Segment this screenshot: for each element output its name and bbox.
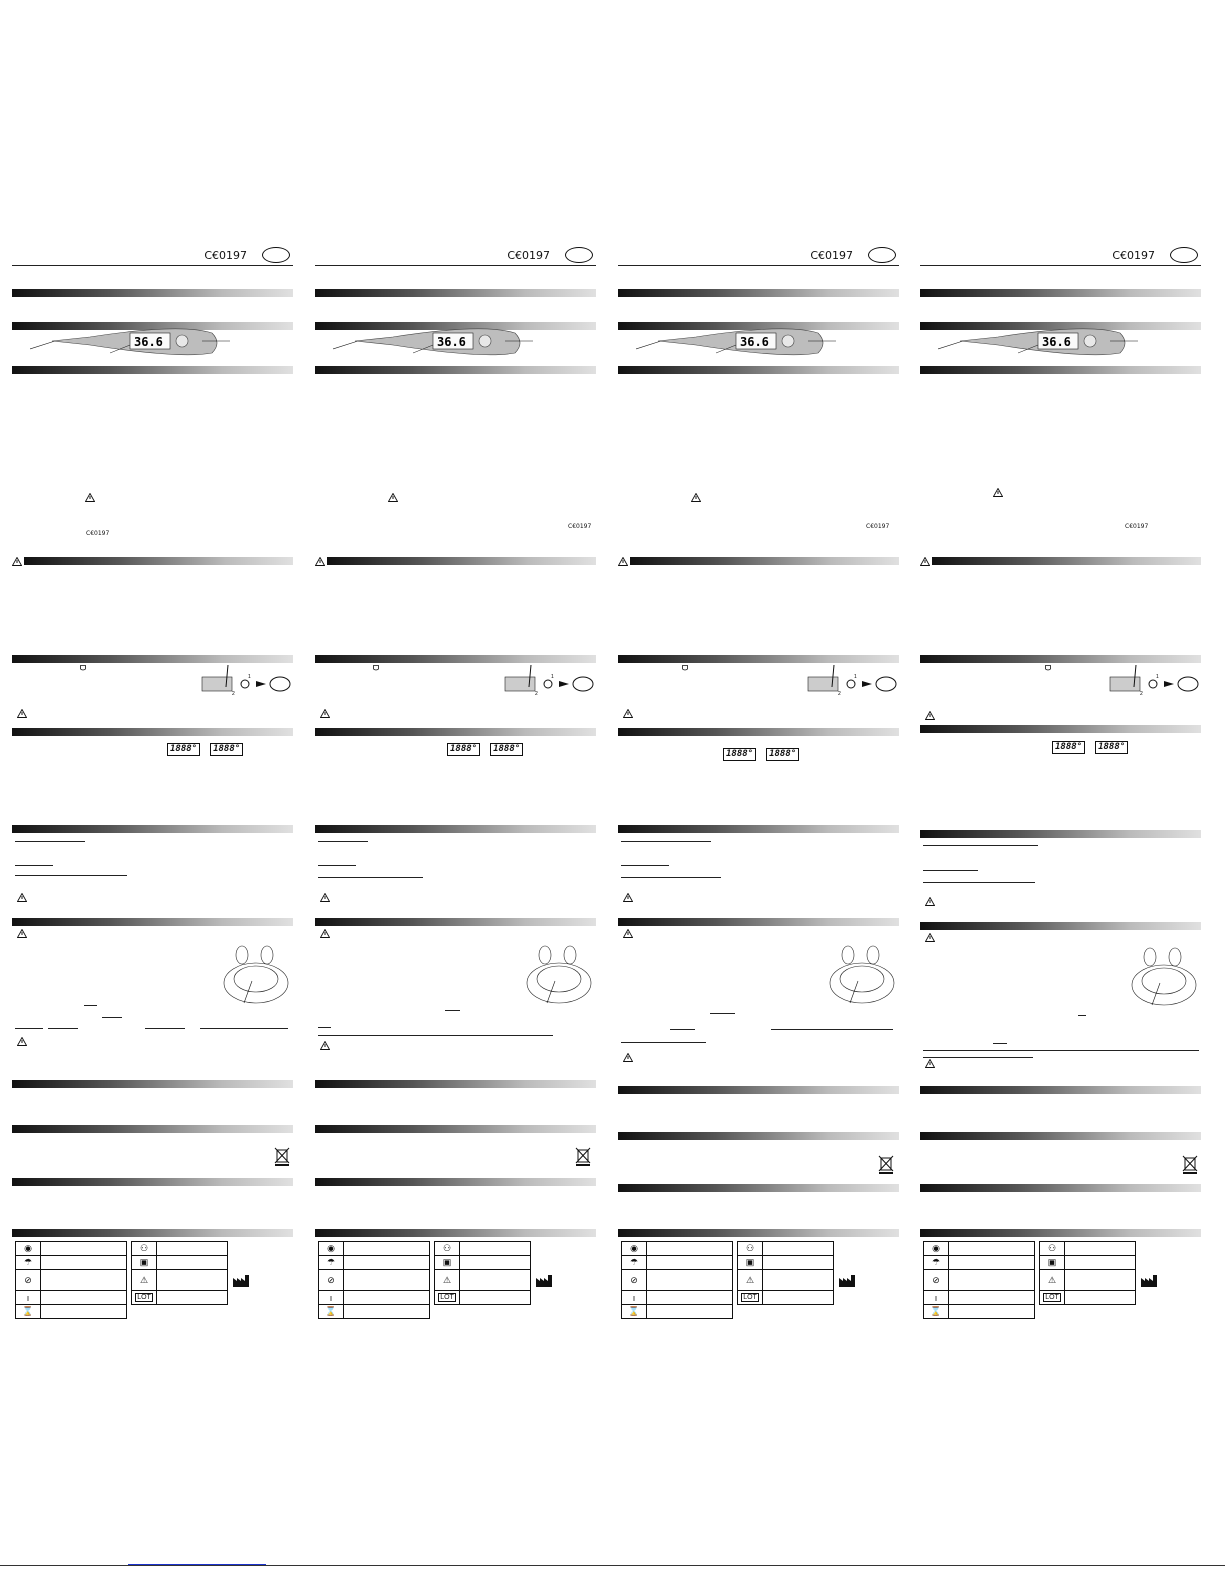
symbol-table-right: [737, 1241, 834, 1305]
section-bar: [315, 366, 596, 374]
underline: [993, 1043, 1007, 1044]
symbol-table-right: [1039, 1241, 1136, 1305]
applied-part-icon: ⚇: [1040, 1242, 1065, 1256]
type-bf-icon: ◉: [319, 1242, 344, 1256]
underline: [771, 1029, 893, 1030]
factory-icon: ▣: [132, 1256, 157, 1270]
section-bar: [920, 366, 1201, 374]
symbol-table-left: [318, 1241, 430, 1319]
section-bar: [12, 1080, 293, 1088]
section-bar: [932, 557, 1201, 565]
crossed-out-bin-icon: [1182, 1155, 1198, 1175]
section-bar: [618, 655, 899, 663]
manual-column-2: [315, 245, 596, 1345]
section-bar: [630, 557, 899, 565]
keep-dry-icon: ☂: [16, 1256, 41, 1270]
thermometer-reading: 36.6: [134, 335, 163, 349]
symbol-table-left: [15, 1241, 127, 1319]
small-ce-mark: C€0197: [1125, 523, 1149, 530]
warning-triangle-icon: [388, 493, 398, 502]
language-oval: [868, 247, 896, 263]
lcd-example: 1888°: [167, 743, 200, 756]
warning-triangle-icon: [623, 709, 633, 718]
section-bar: [315, 1125, 596, 1133]
crossed-out-bin-icon: [575, 1147, 591, 1167]
warning-triangle-icon: [320, 893, 330, 902]
section-bar: [12, 1178, 293, 1186]
lcd-example: 1888°: [447, 743, 480, 756]
section-bar: [618, 1184, 899, 1192]
underline: [923, 870, 978, 871]
display-examples: [167, 743, 243, 756]
section-bar: [920, 289, 1201, 297]
lot-icon: LOT: [132, 1291, 157, 1305]
warning-triangle-icon: [320, 929, 330, 938]
section-bar: [327, 557, 596, 565]
hourglass-icon: ⌛: [622, 1305, 647, 1319]
recycle-icon: ⊘: [319, 1270, 344, 1291]
svg-text:2: 2: [535, 691, 538, 695]
lcd-example: 1888°: [490, 743, 523, 756]
battery-cap-icon: [80, 665, 86, 671]
warning-triangle-icon: [12, 557, 22, 566]
underline: [145, 1028, 185, 1029]
section-bar: [12, 655, 293, 663]
small-ce-mark: C€0197: [568, 523, 592, 530]
thermometer-reading: 36.6: [437, 335, 466, 349]
section-bar: [618, 825, 899, 833]
crossed-out-bin-icon: [878, 1155, 894, 1175]
underline: [621, 841, 711, 842]
applied-part-icon: ⚇: [132, 1242, 157, 1256]
underline: [102, 1017, 122, 1018]
section-bar: [920, 922, 1201, 930]
lot-icon: LOT: [435, 1291, 460, 1305]
keep-dry-icon: ☂: [622, 1256, 647, 1270]
section-bar: [920, 1086, 1201, 1094]
underline: [621, 865, 669, 866]
underline: [48, 1028, 78, 1029]
small-ce-mark: C€0197: [866, 523, 890, 530]
underline: [923, 1050, 1199, 1051]
underline: [84, 1005, 97, 1006]
factory-icon: ▣: [435, 1256, 460, 1270]
applied-part-icon: ⚇: [435, 1242, 460, 1256]
battery-cap-icon: [1045, 665, 1051, 671]
underline: [318, 1027, 331, 1028]
oral-measurement-diagram: [525, 943, 593, 1005]
warning-triangle-icon: [618, 557, 628, 566]
small-ce-mark: C€0197: [86, 530, 110, 537]
warning-triangle-icon: [925, 711, 935, 720]
underline: [923, 1057, 1033, 1058]
factory-icon: ▣: [1040, 1256, 1065, 1270]
language-oval: [565, 247, 593, 263]
thermometer-illustration: [30, 327, 230, 359]
warning-triangle-icon: [925, 933, 935, 942]
manufacturer-icon: [839, 1275, 855, 1287]
display-examples: [723, 748, 799, 761]
warning-triangle-icon: [17, 1037, 27, 1046]
recycle-icon: ⊘: [622, 1270, 647, 1291]
battery-replacement-diagram: [503, 665, 595, 695]
section-bar: [920, 1132, 1201, 1140]
lcd-example: 1888°: [1052, 741, 1085, 754]
symbol-table-left: [923, 1241, 1035, 1319]
lot-icon: LOT: [1040, 1291, 1065, 1305]
symbol-table-left: [621, 1241, 733, 1319]
section-bar: [618, 1086, 899, 1094]
display-examples: [447, 743, 523, 756]
ce-mark: C€0197: [507, 249, 550, 262]
language-oval: [1170, 247, 1198, 263]
section-bar: [315, 1229, 596, 1237]
ce-mark: C€0197: [810, 249, 853, 262]
underline: [318, 1035, 553, 1036]
warning-triangle-icon: [320, 709, 330, 718]
lcd-example: 1888°: [766, 748, 799, 761]
section-bar: [12, 728, 293, 736]
keep-dry-icon: ☂: [924, 1256, 949, 1270]
manual-column-3: [618, 245, 899, 1345]
hourglass-icon: ⌛: [319, 1305, 344, 1319]
section-bar: [920, 830, 1201, 838]
symbol-table-right: [131, 1241, 228, 1305]
thermometer-illustration: [636, 327, 836, 359]
underline: [923, 845, 1038, 846]
warning-triangle-icon: [623, 1053, 633, 1062]
section-bar: [618, 289, 899, 297]
underline: [710, 1013, 735, 1014]
ce-mark: C€0197: [1112, 249, 1155, 262]
underline: [445, 1010, 460, 1011]
warning-triangle-icon: ⚠: [132, 1270, 157, 1291]
section-bar: [315, 728, 596, 736]
warning-triangle-icon: [993, 488, 1003, 497]
warning-triangle-icon: ⚠: [1040, 1270, 1065, 1291]
warning-triangle-icon: ⚠: [435, 1270, 460, 1291]
warning-triangle-icon: ⚠: [738, 1270, 763, 1291]
battery-replacement-diagram: [806, 665, 898, 695]
underline: [15, 865, 53, 866]
factory-icon: ▣: [738, 1256, 763, 1270]
lcd-example: 1888°: [210, 743, 243, 756]
svg-text:1: 1: [551, 674, 554, 680]
warning-triangle-icon: [85, 493, 95, 502]
header-rule: [315, 245, 596, 266]
section-bar: [315, 289, 596, 297]
applied-part-icon: ⚇: [738, 1242, 763, 1256]
underline: [318, 865, 356, 866]
battery-cap-icon: [682, 665, 688, 671]
header-rule: [618, 245, 899, 266]
temperature-limit-icon: ı: [319, 1291, 344, 1305]
svg-text:1: 1: [248, 674, 251, 680]
manufacturer-icon: [233, 1275, 249, 1287]
section-bar: [618, 1229, 899, 1237]
section-bar: [12, 918, 293, 926]
underline: [318, 877, 423, 878]
underline: [15, 841, 85, 842]
thermometer-reading: 36.6: [1042, 335, 1071, 349]
section-bar: [920, 1229, 1201, 1237]
section-bar: [12, 825, 293, 833]
section-bar: [315, 918, 596, 926]
underline: [15, 875, 127, 876]
section-bar: [920, 1184, 1201, 1192]
underline: [318, 841, 368, 842]
section-bar: [618, 918, 899, 926]
type-bf-icon: ◉: [622, 1242, 647, 1256]
underline: [923, 882, 1035, 883]
lot-icon: LOT: [738, 1291, 763, 1305]
thermometer-reading: 36.6: [740, 335, 769, 349]
section-bar: [12, 1125, 293, 1133]
header-rule: [12, 245, 293, 266]
type-bf-icon: ◉: [924, 1242, 949, 1256]
section-bar: [618, 1132, 899, 1140]
warning-triangle-icon: [320, 1041, 330, 1050]
warning-triangle-icon: [17, 709, 27, 718]
section-bar: [618, 728, 899, 736]
manufacturer-icon: [1141, 1275, 1157, 1287]
section-bar: [920, 655, 1201, 663]
underline: [200, 1028, 288, 1029]
warning-triangle-icon: [925, 1059, 935, 1068]
crossed-out-bin-icon: [274, 1147, 290, 1167]
oral-measurement-diagram: [1130, 945, 1198, 1007]
symbol-table-right: [434, 1241, 531, 1305]
manual-column-4: [920, 245, 1201, 1345]
svg-text:1: 1: [1156, 674, 1159, 680]
temperature-limit-icon: ı: [622, 1291, 647, 1305]
ce-mark: C€0197: [204, 249, 247, 262]
oral-measurement-diagram: [828, 943, 896, 1005]
section-bar: [12, 289, 293, 297]
section-bar: [315, 1178, 596, 1186]
display-examples: [1052, 741, 1128, 754]
battery-replacement-diagram: [1108, 665, 1200, 695]
battery-cap-icon: [373, 665, 379, 671]
section-bar: [618, 366, 899, 374]
hourglass-icon: ⌛: [16, 1305, 41, 1319]
svg-text:1: 1: [854, 674, 857, 680]
warning-triangle-icon: [925, 897, 935, 906]
section-bar: [12, 366, 293, 374]
underline: [621, 1042, 706, 1043]
underline: [15, 1028, 43, 1029]
footer-rule: [0, 1565, 1225, 1566]
svg-text:2: 2: [232, 691, 235, 695]
manufacturer-icon: [536, 1275, 552, 1287]
warning-triangle-icon: [17, 893, 27, 902]
temperature-limit-icon: ı: [924, 1291, 949, 1305]
section-bar: [920, 725, 1201, 733]
battery-replacement-diagram: [200, 665, 292, 695]
section-bar: [315, 825, 596, 833]
lcd-example: 1888°: [1095, 741, 1128, 754]
hourglass-icon: ⌛: [924, 1305, 949, 1319]
keep-dry-icon: ☂: [319, 1256, 344, 1270]
underline: [670, 1029, 695, 1030]
warning-triangle-icon: [691, 493, 701, 502]
section-bar: [24, 557, 293, 565]
section-bar: [315, 655, 596, 663]
warning-triangle-icon: [17, 929, 27, 938]
recycle-icon: ⊘: [16, 1270, 41, 1291]
warning-triangle-icon: [315, 557, 325, 566]
temperature-limit-icon: ı: [16, 1291, 41, 1305]
warning-triangle-icon: [623, 929, 633, 938]
underline: [621, 877, 721, 878]
warning-triangle-icon: [623, 893, 633, 902]
language-oval: [262, 247, 290, 263]
svg-text:2: 2: [1140, 691, 1143, 695]
underline: [1078, 1015, 1086, 1016]
svg-text:2: 2: [838, 691, 841, 695]
warning-triangle-icon: [920, 557, 930, 566]
thermometer-illustration: [938, 327, 1138, 359]
oral-measurement-diagram: [222, 943, 290, 1005]
type-bf-icon: ◉: [16, 1242, 41, 1256]
header-rule: [920, 245, 1201, 266]
manual-column-1: [12, 245, 293, 1345]
footer-link[interactable]: [128, 1555, 266, 1565]
recycle-icon: ⊘: [924, 1270, 949, 1291]
lcd-example: 1888°: [723, 748, 756, 761]
section-bar: [12, 1229, 293, 1237]
section-bar: [315, 1080, 596, 1088]
thermometer-illustration: [333, 327, 533, 359]
